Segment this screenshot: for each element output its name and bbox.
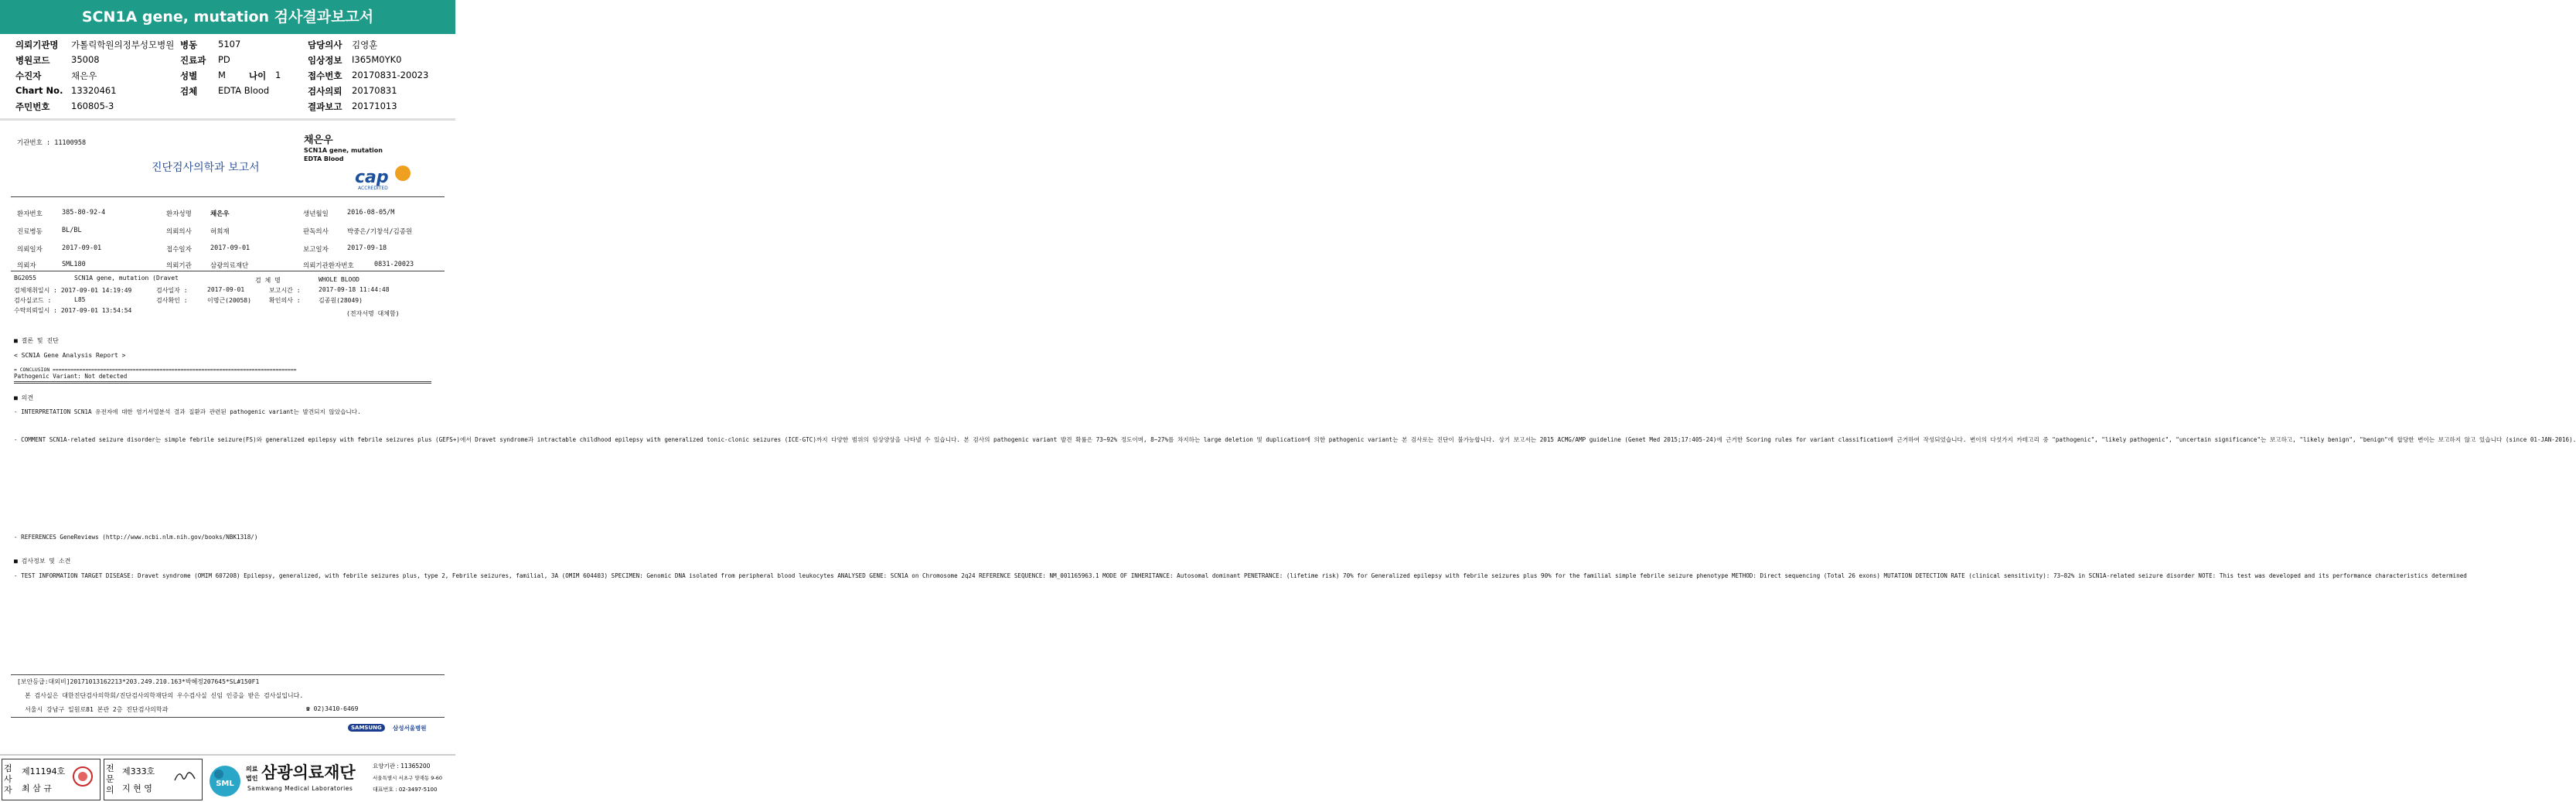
info-label: 의뢰기관 bbox=[166, 262, 192, 270]
field-value: PD bbox=[218, 54, 230, 65]
header-row bbox=[0, 54, 455, 68]
field-label: Chart No. bbox=[15, 85, 63, 96]
patient-test-name: SCN1A gene, mutation bbox=[304, 147, 383, 154]
cap-logo-mark bbox=[395, 166, 411, 181]
inspector-license: 제11194호 bbox=[22, 766, 66, 776]
doctor-label: 전문의 bbox=[106, 763, 114, 795]
field-label: 검사의뢰 bbox=[308, 86, 342, 97]
field-value: 35008 bbox=[71, 54, 100, 65]
cap-logo-text: cap bbox=[355, 168, 389, 187]
security-line: [보안등급:대외비]20171013162213*203.249.210.163*박혜정207645*SL#150F1 bbox=[17, 678, 260, 685]
field-value: 5107 bbox=[218, 39, 241, 49]
info-value: 허희재 bbox=[210, 228, 230, 236]
info-value: 0831-20023 bbox=[374, 261, 414, 268]
section-subheading: < SCN1A Gene Analysis Report > bbox=[14, 352, 126, 359]
section-heading: ■ 결론 및 진단 bbox=[14, 337, 59, 344]
info-label: 환자번호 bbox=[17, 210, 43, 218]
doctor-name: 지 현 영 bbox=[122, 783, 152, 793]
report-banner: SCN1A gene, mutation 검사결과보고서 bbox=[0, 0, 455, 34]
rule bbox=[14, 381, 431, 384]
field-value: I365M0YK0 bbox=[352, 54, 402, 65]
section-heading: ■ 의견 bbox=[14, 394, 34, 401]
sml-logo bbox=[207, 763, 243, 799]
time-label: 보고시간 : bbox=[269, 287, 301, 294]
inspector-seal bbox=[71, 765, 94, 788]
info-label: 생년월일 bbox=[303, 210, 329, 218]
cap-logo-caption: ACCREDITED bbox=[358, 186, 388, 191]
time-label: 확인의사 : bbox=[269, 297, 301, 304]
org-contact: 대표번호 : 02-3497-5100 bbox=[373, 787, 438, 793]
info-value: 2017-09-18 bbox=[347, 244, 387, 252]
lab-address: 서울시 강남구 일원로81 본관 2층 진단검사의학과 bbox=[25, 706, 169, 713]
test-information: - TEST INFORMATION TARGET DISEASE: Dravet syndrome (OMIM 607208) Epilepsy, generalized, with febrile seizures plus, type 2, Febrile seizures, familial, 3A (OMIM 604403) SPECIMEN: Genomic DNA isolated from peripheral blood leukocytes ANALYSED GENE: SCN1A on Chromosome 2q24 REFERENCE SEQUENCE: NM_001165963.1 MODE OF INHERITANCE: Autosomal dominant PENETRANCE: (lifetime risk) 70% for Generalized epilepsy with febrile seizures plus 90% for the familial simple febrile seizure phenotype METHOD: Direct sequencing (Total 26 exons) MUTATION DETECTION RATE (clinical sensitivity): 73~82% in SCN1A-related seizure disorder NOTE: This test was developed and its performance characteristics determined bbox=[14, 572, 2467, 579]
header-row bbox=[0, 39, 455, 53]
info-label: 보고일자 bbox=[303, 246, 329, 254]
info-label: 의뢰일자 bbox=[17, 246, 43, 254]
doctor-license: 제333호 bbox=[122, 766, 155, 776]
lab-code: L85 bbox=[74, 296, 86, 303]
info-label: 의뢰기관환자번호 bbox=[303, 262, 354, 270]
info-label: 환자성명 bbox=[166, 210, 192, 218]
info-label: 진료병동 bbox=[17, 228, 43, 236]
certification-note: 본 검사실은 대한진단검사의학회/진단검사의학재단의 우수검사실 신임 인증을 받은 검사실입니다. bbox=[25, 692, 304, 699]
info-value: 385-80-92-4 bbox=[62, 209, 106, 217]
inspector-name: 최 삼 규 bbox=[22, 783, 52, 793]
divider bbox=[0, 118, 455, 121]
header-row bbox=[0, 101, 455, 114]
request-time: 수탁의뢰일시 : 2017-09-01 13:54:54 bbox=[14, 307, 132, 314]
info-label: 의뢰의사 bbox=[166, 228, 192, 236]
lab-phone: ☎ 02)3410-6469 bbox=[306, 705, 359, 712]
field-label: 나이 bbox=[249, 70, 267, 81]
field-label: 임상정보 bbox=[308, 55, 342, 66]
conclusion-body: Pathogenic Variant: Not detected bbox=[14, 373, 128, 380]
field-value: 가톨릭학원의정부성모병원 bbox=[71, 39, 175, 50]
info-value: 2017-09-01 bbox=[62, 244, 102, 252]
report-title: 진단검사의학과 보고서 bbox=[152, 162, 260, 174]
info-label: 접수일자 bbox=[166, 246, 192, 254]
time-label: 검사확인 : bbox=[156, 297, 188, 304]
comment: - COMMENT SCN1A-related seizure disorder는 simple febrile seizure(FS)와 generalized epilepsy with febrile seizures plus (GEFS+)에서 Dravet syndrome과 intractable childhood epilepsy with generalized tonic-clonic seizures (ICE-GTC)까지 다양한 범위의 임상양상을 나타낼 수 있습니다. 본 검사의 pathogenic variant 발견 확률은 73~92% 정도이며, 8~27%를 차지하는 large deletion 및 duplication에 의한 pathogenic variant는 본 검사로는 진단이 불가능합니다. 상기 보고서는 2015 ACMG/AMP guideline (Genet Med 2015;17:405-24)에 근거한 Scoring rules for variant classification에 근거하여 작성되었습니다. 변이의 다섯가지 카테고리 중 "pathogenic", "likely pathogenic", "uncertain significance"는 보고하고, "likely benign", "benign"에 합당한 변이는 보고하지 않고 있습니다 (since 01-JAN-2016). bbox=[14, 436, 2576, 443]
field-label: 접수번호 bbox=[308, 70, 342, 81]
time-value: 이명근(20058) bbox=[207, 297, 251, 304]
institution-number: 기관번호 : 11100958 bbox=[17, 139, 87, 147]
info-label: 의뢰자 bbox=[17, 262, 36, 270]
info-value: 채은우 bbox=[210, 210, 230, 218]
field-value: 채은우 bbox=[71, 70, 97, 81]
field-value: 1 bbox=[275, 70, 281, 80]
references: - REFERENCES GeneReviews (http://www.ncbi.nlm.nih.gov/books/NBK1318/) bbox=[14, 534, 258, 541]
patient-name-heading: 채은우 bbox=[304, 135, 333, 146]
lab-report-document bbox=[0, 124, 2576, 752]
info-value: 2017-09-01 bbox=[210, 244, 250, 252]
field-label: 의뢰기관명 bbox=[15, 39, 59, 50]
conclusion-header: = CONCLUSION ================================================================================== bbox=[14, 367, 297, 373]
specimen-label: 검 체 명 bbox=[255, 277, 281, 284]
lab-code-label: 검사실코드 : bbox=[14, 297, 52, 304]
footer-signatures bbox=[0, 754, 455, 802]
time-value: 2017-09-01 bbox=[207, 286, 245, 293]
field-value: M bbox=[218, 70, 226, 80]
test-name: SCN1A gene, mutation (Dravet bbox=[74, 275, 179, 282]
test-code: BG2055 bbox=[14, 275, 36, 282]
header-row bbox=[0, 85, 455, 99]
specimen-value: WHOLE BLOOD bbox=[319, 276, 359, 283]
field-label: 수진자 bbox=[15, 70, 42, 81]
field-value: 13320461 bbox=[71, 85, 117, 96]
time-value: 김종원(28049) bbox=[319, 297, 363, 304]
section-heading: ■ 검사정보 및 소견 bbox=[14, 558, 71, 565]
info-value: 2016-08-05/M bbox=[347, 209, 395, 217]
cap-accredited-logo bbox=[352, 162, 421, 192]
org-type: 의료 bbox=[246, 766, 258, 773]
inspector-label: 검사자 bbox=[4, 763, 12, 795]
field-label: 담당의사 bbox=[308, 39, 342, 50]
field-label: 결과보고 bbox=[308, 101, 342, 112]
rule bbox=[11, 196, 445, 197]
field-label: 병동 bbox=[180, 39, 198, 50]
samsung-logo: SAMSUNG bbox=[348, 724, 385, 732]
org-type: 법인 bbox=[246, 775, 258, 782]
time-label: 검사일자 : bbox=[156, 287, 188, 294]
doctor-signature bbox=[172, 766, 198, 787]
time-value: 2017-09-18 11:44:48 bbox=[319, 286, 390, 293]
field-value: 20170831 bbox=[352, 85, 397, 96]
field-value: 160805-3 bbox=[71, 101, 114, 111]
sml-logo-text: SML bbox=[216, 780, 234, 788]
samsung-hospital-name: 삼성서울병원 bbox=[393, 725, 427, 732]
org-name: 삼광의료재단 bbox=[261, 763, 356, 782]
field-value: 김영훈 bbox=[352, 39, 378, 50]
interpretation: - INTERPRETATION SCN1A 유전자에 대한 염기서열분석 결과 질환과 관련된 pathogenic variant는 발견되지 않았습니다. bbox=[14, 408, 361, 415]
info-value: SML180 bbox=[62, 261, 86, 268]
org-contact: 서울특별시 서초구 양재동 9-60 bbox=[373, 775, 443, 781]
summary-header bbox=[0, 39, 455, 116]
info-label: 판독의사 bbox=[303, 228, 329, 236]
rule bbox=[11, 717, 445, 718]
org-english-name: Samkwang Medical Laboratories bbox=[247, 785, 353, 792]
org-contact: 요양기관 : 11365200 bbox=[373, 763, 431, 770]
info-value: BL/BL bbox=[62, 227, 82, 234]
field-label: 진료과 bbox=[180, 55, 206, 66]
field-label: 검체 bbox=[180, 86, 198, 97]
field-label: 주민번호 bbox=[15, 101, 50, 112]
field-value: 20171013 bbox=[352, 101, 397, 111]
header-row bbox=[0, 70, 455, 84]
info-value: 박중은/기창석/김종원 bbox=[347, 228, 413, 236]
collection-time: 검체채취일시 : 2017-09-01 14:19:49 bbox=[14, 287, 132, 294]
field-label: 병원코드 bbox=[15, 55, 50, 66]
field-value: 20170831-20023 bbox=[352, 70, 429, 80]
e-signature-note: (전자서명 대체함) bbox=[346, 310, 400, 317]
patient-specimen: EDTA Blood bbox=[304, 155, 344, 162]
info-value: 삼광의료재단 bbox=[210, 262, 249, 270]
field-value: EDTA Blood bbox=[218, 85, 270, 96]
field-label: 성별 bbox=[180, 70, 198, 81]
rule bbox=[11, 674, 445, 675]
